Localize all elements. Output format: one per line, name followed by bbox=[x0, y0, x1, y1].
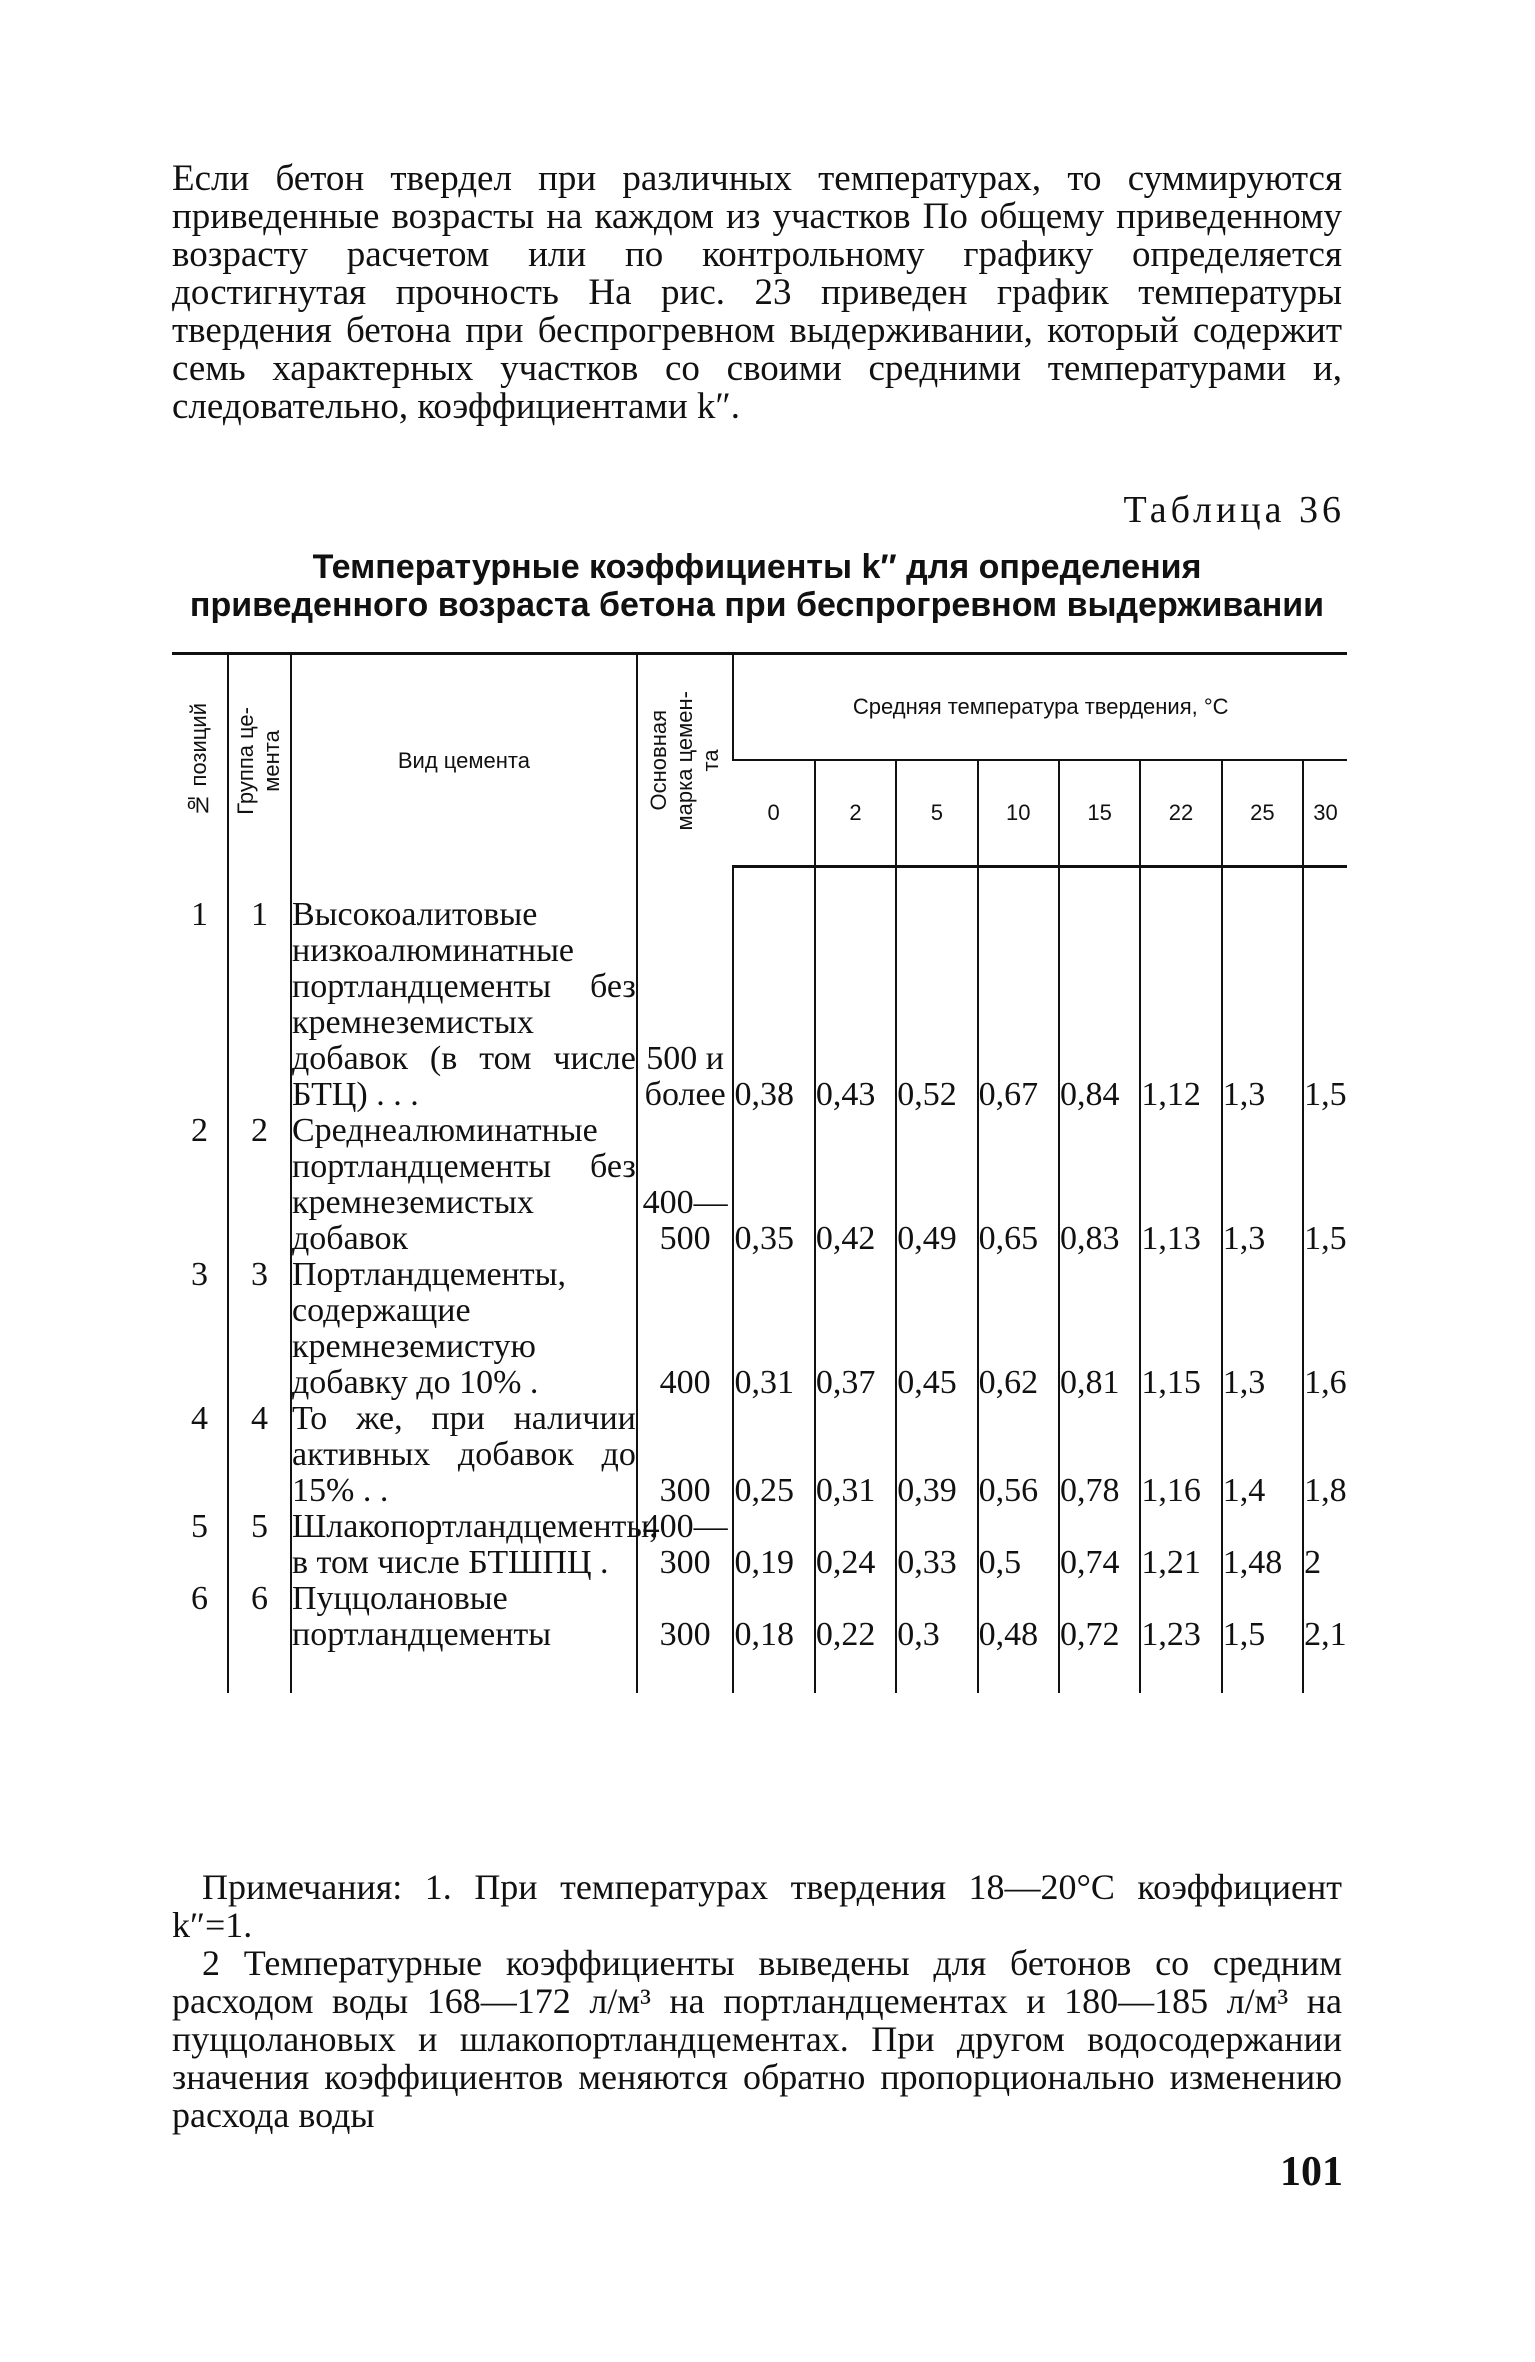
row-value: 0,67 bbox=[978, 867, 1059, 1113]
note-2: 2 Температурные коэффициенты выведены для бетонов со средним расходом воды 168—172 л/м³ на портландцементах и 180—185 л/м³ на пуццолановых и шлакопортландцементах. При другом водосодержании значения коэффициентов меняются обратно пропорционально изменению расхода воды bbox=[172, 1943, 1342, 2135]
table-title-line1: Температурные коэффициенты k″ для определения bbox=[312, 548, 1202, 586]
row-value: 0,49 bbox=[896, 1113, 977, 1257]
row-mark: 400 bbox=[637, 1257, 734, 1401]
row-value: 0,35 bbox=[733, 1113, 814, 1257]
row-value: 1,5 bbox=[1222, 1581, 1303, 1693]
table-row bbox=[172, 1509, 1347, 1581]
temp-col: 30 bbox=[1303, 760, 1347, 867]
row-value: 0,19 bbox=[733, 1509, 814, 1581]
header-temperature: Средняя температура твердения, °С bbox=[733, 654, 1347, 761]
row-value: 1,4 bbox=[1222, 1401, 1303, 1509]
table-title-line2: приведенного возраста бетона при беспрогревном выдерживании bbox=[189, 586, 1325, 624]
row-position: 3 bbox=[190, 1255, 208, 1293]
row-group: 5 bbox=[228, 1509, 291, 1581]
temp-col: 2 bbox=[815, 760, 896, 867]
row-group: 4 bbox=[228, 1401, 291, 1509]
intro-paragraph: Если бетон твердел при различных температурах, то суммируются приведенные возрасты на каждом из участков По общему приведенному возрасту расчетом или по контрольному графику определяется достигнутая прочность На рис. 23 приведен график температуры твердения бетона при беспрогревном выдерживании, который содержит семь характерных участков со своими средними температурами и, следовательно, коэффициентами k″. bbox=[172, 158, 1342, 427]
header-mark: Основная марка цемен- та bbox=[637, 654, 734, 867]
row-mark: 300 bbox=[637, 1581, 734, 1693]
row-value: 0,45 bbox=[896, 1257, 977, 1401]
row-value: 0,38 bbox=[733, 867, 814, 1113]
table-row bbox=[172, 1401, 1347, 1509]
row-value: 2,1 bbox=[1303, 1581, 1347, 1693]
row-value: 0,25 bbox=[733, 1401, 814, 1509]
temp-col: 0 bbox=[733, 760, 814, 867]
row-position: 2 bbox=[190, 1111, 208, 1149]
row-value: 0,3 bbox=[896, 1581, 977, 1693]
table-number: Таблица 36 bbox=[1123, 489, 1345, 531]
row-mark: 400—300 bbox=[637, 1509, 734, 1581]
row-value: 2 bbox=[1303, 1509, 1347, 1581]
row-value: 1,3 bbox=[1222, 867, 1303, 1113]
row-value: 0,39 bbox=[896, 1401, 977, 1509]
temp-col: 22 bbox=[1140, 760, 1221, 867]
row-value: 0,78 bbox=[1059, 1401, 1140, 1509]
row-kind: Шлакопортландцементы, в том числе БТШПЦ . bbox=[292, 1507, 658, 1581]
table-row bbox=[172, 1581, 1347, 1693]
row-value: 1,12 bbox=[1140, 867, 1221, 1113]
row-value: 0,72 bbox=[1059, 1581, 1140, 1693]
temperature-coefficients-table bbox=[172, 652, 1347, 1693]
row-value: 0,52 bbox=[896, 867, 977, 1113]
row-value: 1,5 bbox=[1303, 867, 1347, 1113]
table-row bbox=[172, 1257, 1347, 1401]
row-value: 1,21 bbox=[1140, 1509, 1221, 1581]
row-kind: То же, при наличии активных добавок до 15% . . bbox=[292, 1399, 636, 1509]
row-position: 5 bbox=[190, 1507, 208, 1545]
row-mark: 300 bbox=[637, 1401, 734, 1509]
row-value: 0,62 bbox=[978, 1257, 1059, 1401]
row-value: 1,23 bbox=[1140, 1581, 1221, 1693]
row-mark: 500 и более bbox=[637, 867, 734, 1113]
row-value: 1,3 bbox=[1222, 1113, 1303, 1257]
row-position: 1 bbox=[190, 895, 208, 933]
header-kind: Вид цемента bbox=[291, 654, 637, 867]
row-value: 0,24 bbox=[815, 1509, 896, 1581]
row-value: 1,13 bbox=[1140, 1113, 1221, 1257]
temp-col: 25 bbox=[1222, 760, 1303, 867]
temp-col: 15 bbox=[1059, 760, 1140, 867]
temp-col: 10 bbox=[978, 760, 1059, 867]
table-notes bbox=[172, 1868, 1342, 2134]
row-value: 0,18 bbox=[733, 1581, 814, 1693]
row-value: 1,3 bbox=[1222, 1257, 1303, 1401]
row-value: 0,31 bbox=[733, 1257, 814, 1401]
row-mark: 400—500 bbox=[637, 1113, 734, 1257]
row-value: 0,81 bbox=[1059, 1257, 1140, 1401]
note-1: Примечания: 1. При температурах твердения 18—20°С коэффициент k″=1. bbox=[172, 1867, 1342, 1945]
table-row bbox=[172, 1113, 1347, 1257]
row-kind: Среднеалюминатные портландцементы без кремнеземистых добавок bbox=[292, 1111, 636, 1257]
row-group: 6 bbox=[228, 1581, 291, 1693]
row-value: 1,16 bbox=[1140, 1401, 1221, 1509]
row-group: 1 bbox=[228, 867, 291, 1113]
header-position: № позиций bbox=[172, 654, 228, 867]
row-value: 0,31 bbox=[815, 1401, 896, 1509]
row-value: 0,74 bbox=[1059, 1509, 1140, 1581]
row-value: 0,65 bbox=[978, 1113, 1059, 1257]
row-value: 0,22 bbox=[815, 1581, 896, 1693]
header-group: Группа це- мента bbox=[228, 654, 291, 867]
table-title bbox=[172, 548, 1342, 624]
row-value: 0,43 bbox=[815, 867, 896, 1113]
row-kind: Высокоалитовые низкоалюминатные портландцементы без кремнеземистых добавок (в том числе БТЦ) . . . bbox=[291, 867, 637, 1113]
row-value: 1,5 bbox=[1303, 1113, 1347, 1257]
row-value: 0,5 bbox=[978, 1509, 1059, 1581]
row-value: 1,6 bbox=[1303, 1257, 1347, 1401]
row-value: 0,48 bbox=[978, 1581, 1059, 1693]
row-position: 6 bbox=[190, 1579, 208, 1617]
row-value: 0,56 bbox=[978, 1401, 1059, 1509]
table-row bbox=[172, 867, 1347, 1113]
row-value: 0,37 bbox=[815, 1257, 896, 1401]
row-value: 1,15 bbox=[1140, 1257, 1221, 1401]
row-value: 1,48 bbox=[1222, 1509, 1303, 1581]
row-value: 0,33 bbox=[896, 1509, 977, 1581]
page-number: 101 bbox=[1280, 2149, 1343, 2195]
row-position: 4 bbox=[190, 1399, 208, 1437]
row-value: 1,8 bbox=[1303, 1401, 1347, 1509]
row-value: 0,84 bbox=[1059, 867, 1140, 1113]
row-group: 2 bbox=[228, 1113, 291, 1257]
row-group: 3 bbox=[228, 1257, 291, 1401]
row-value: 0,42 bbox=[815, 1113, 896, 1257]
row-kind: Пуццолановые портландцементы bbox=[291, 1581, 637, 1693]
temp-col: 5 bbox=[896, 760, 977, 867]
row-kind: Портландцементы, содержащие кремнеземистую добавку до 10% . bbox=[291, 1257, 637, 1401]
table-header-row bbox=[172, 654, 1347, 761]
row-value: 0,83 bbox=[1059, 1113, 1140, 1257]
